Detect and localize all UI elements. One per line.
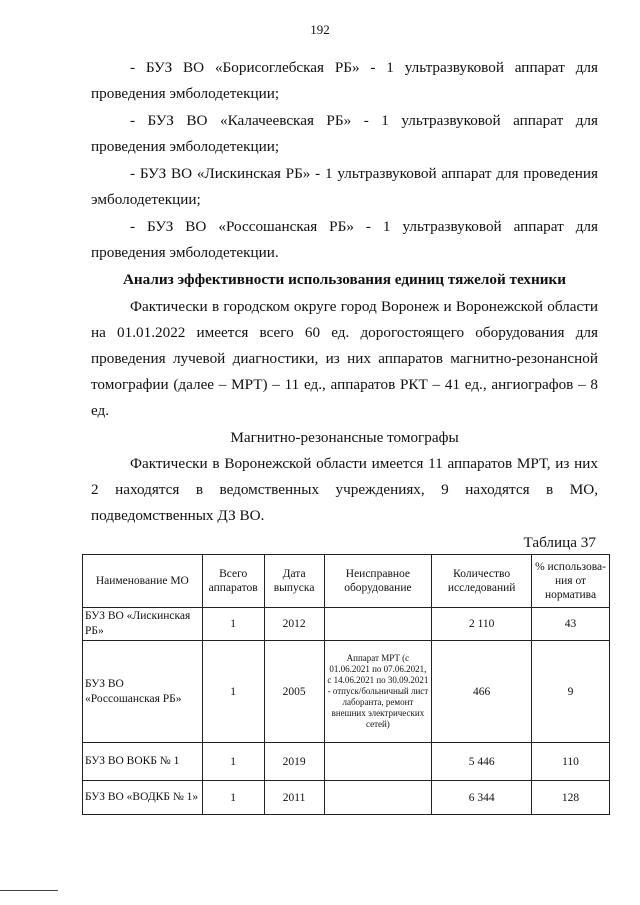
cell-count: 5 446: [432, 743, 532, 781]
list-item-kalach-line2: проведения эмболодетекции;: [91, 138, 280, 155]
cell-name: БУЗ ВО «Россошанская РБ»: [83, 641, 203, 743]
table-row: [83, 743, 610, 781]
header-name: Наименование МО: [83, 555, 203, 608]
list-item-borisoglebsk-line1: - БУЗ ВО «Борисоглебская РБ» - 1 ультразвуковой аппарат для: [130, 59, 598, 76]
header-count: Количество исследований: [432, 555, 532, 608]
cell-total: 1: [202, 743, 264, 781]
list-item-rossosh-line2: проведения эмболодетекции.: [91, 244, 279, 261]
header-faulty: Неисправное оборудование: [324, 555, 432, 608]
cell-faulty: [324, 743, 432, 781]
header-total: Всего аппаратов: [202, 555, 264, 608]
list-item-borisoglebsk-line2: проведения эмболодетекции;: [91, 85, 280, 102]
cell-name: БУЗ ВО «ВОДКБ № 1»: [83, 781, 203, 815]
cell-count: 466: [432, 641, 532, 743]
header-pct: % использова-ния от норматива: [532, 555, 610, 608]
cell-year: 2011: [264, 781, 324, 815]
cell-name: БУЗ ВО ВОКБ № 1: [83, 743, 203, 781]
footnote-divider: [0, 890, 58, 891]
table-caption: Таблица 37: [523, 534, 596, 551]
cell-total: 1: [202, 641, 264, 743]
cell-name: БУЗ ВО «Лискинская РБ»: [83, 608, 203, 641]
paragraph-equipment-line5: ед.: [91, 402, 110, 419]
cell-year: 2012: [264, 608, 324, 641]
table-header-row: [83, 555, 610, 608]
paragraph-mrt-line2: 2 находятся в ведомственных учреждениях, 9 находятся в МО,: [91, 481, 598, 498]
cell-count: 6 344: [432, 781, 532, 815]
table-row: [83, 608, 610, 641]
paragraph-mrt-line1: Фактически в Воронежской области имеется 11 аппаратов МРТ, из них: [130, 455, 598, 472]
subsection-heading: Магнитно-резонансные томографы: [230, 429, 459, 446]
cell-pct: 43: [532, 608, 610, 641]
section-heading: Анализ эффективности использования единиц тяжелой техники: [122, 271, 567, 288]
table-row: [83, 781, 610, 815]
cell-faulty: [324, 608, 432, 641]
cell-total: 1: [202, 781, 264, 815]
cell-pct: 110: [532, 743, 610, 781]
cell-year: 2005: [264, 641, 324, 743]
paragraph-mrt-line3: подведомственных ДЗ ВО.: [91, 507, 265, 524]
list-item-liski-line2: эмболодетекции;: [91, 191, 201, 208]
paragraph-equipment-line2: на 01.01.2022 имеется всего 60 ед. дорогостоящего оборудования для: [91, 324, 598, 341]
cell-faulty: [324, 781, 432, 815]
paragraph-equipment-line1: Фактически в городском округе город Воронеж и Воронежской области: [130, 298, 598, 315]
list-item-kalach-line1: - БУЗ ВО «Калачеевская РБ» - 1 ультразвуковой аппарат для: [130, 112, 598, 129]
cell-total: 1: [202, 608, 264, 641]
cell-faulty: Аппарат МРТ (с 01.06.2021 по 07.06.2021, с 14.06.2021 по 30.09.2021 - отпуск/больничный лист лаборанта, ремонт внешних электрических сетей): [324, 641, 432, 743]
mrt-table: [82, 554, 610, 815]
paragraph-equipment-line4: томографии (далее – МРТ) – 11 ед., аппаратов РКТ – 41 ед., ангиографов – 8: [91, 376, 598, 393]
cell-pct: 9: [532, 641, 610, 743]
header-year: Дата выпуска: [264, 555, 324, 608]
cell-pct: 128: [532, 781, 610, 815]
list-item-liski-line1: - БУЗ ВО «Лискинская РБ» - 1 ультразвуковой аппарат для проведения: [130, 165, 598, 182]
list-item-rossosh-line1: - БУЗ ВО «Россошанская РБ» - 1 ультразвуковой аппарат для: [130, 218, 598, 235]
paragraph-equipment-line3: проведения лучевой диагностики, из них аппаратов магнитно-резонансной: [91, 350, 598, 367]
cell-year: 2019: [264, 743, 324, 781]
page-number: 192: [310, 22, 330, 37]
cell-count: 2 110: [432, 608, 532, 641]
table-row: [83, 641, 610, 743]
